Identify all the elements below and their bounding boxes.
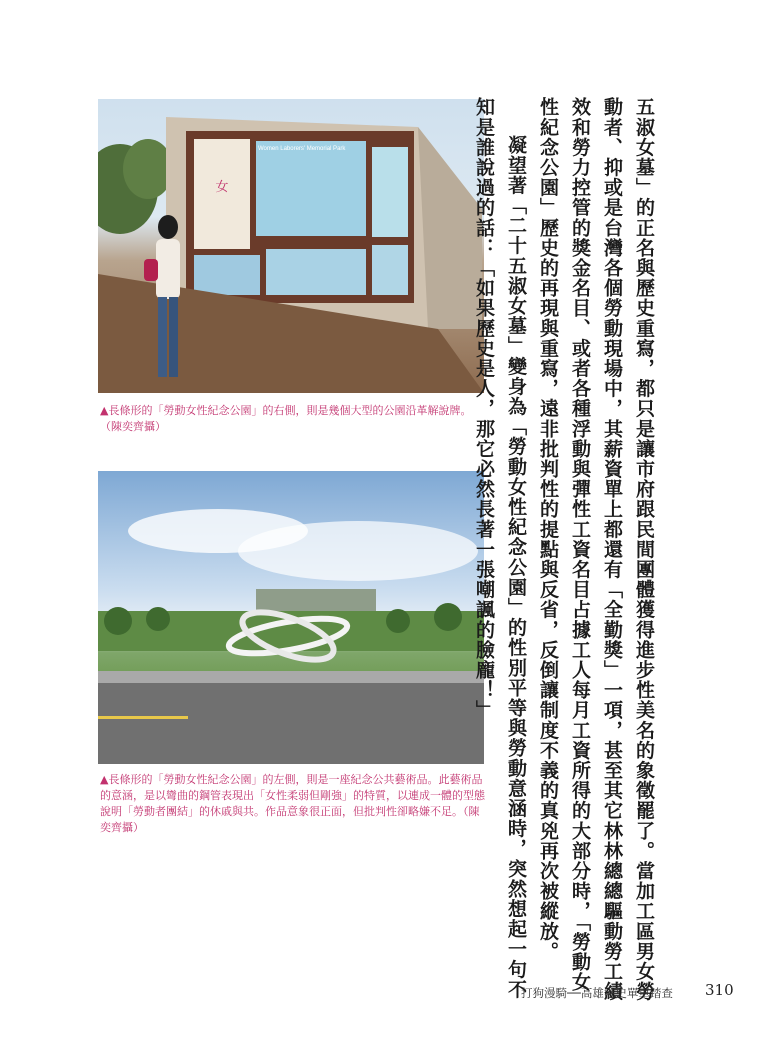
body-column-5: 凝望著「二十五淑女墓」變身為「勞動女性紀念公園」的性別平等與勞動意涵時，突然想起一句不 xyxy=(505,135,527,1000)
sign-title-en: Women Laborers' Memorial Park xyxy=(258,146,346,152)
photo-memorial-signboard xyxy=(98,99,484,393)
body-column-3: 效和勞力控管的獎金名目、或者各種浮動與彈性工資名目占據工人每月工資所得的大部分時，「勞動女 xyxy=(569,97,591,992)
page-number: 310 xyxy=(705,981,734,999)
photo-caption-2: ▲長條形的「勞動女性紀念公園」的左側，則是一座紀念公共藝術品。此藝術品的意涵，是以彎曲的鋼管表現出「女性柔弱但剛強」的特質，以連成一體的型態說明「勞動者團結」的休戚與共。作品意象很正面，但批判性卻略嫌不足。（陳奕齊攝） xyxy=(100,773,485,834)
running-footer-title: 打狗漫騎──高雄港史單車踏查 xyxy=(521,986,673,1000)
body-column-6: 知是誰說過的話：「如果歷史是人，那它必然長著一張嘲諷的臉龐！」 xyxy=(473,97,495,721)
signboard-illustration xyxy=(98,99,484,393)
body-column-4: 性紀念公園」歷史的再現與重寫，遠非批判性的提點與反省，反倒讓制度不義的真兇再次被縱放。 xyxy=(537,97,559,962)
photo-public-artwork xyxy=(98,471,484,764)
sign-title-text: 女 xyxy=(215,180,229,195)
photo-caption-1: ▲長條形的「勞動女性紀念公園」的右側，則是幾個大型的公園沿革解說牌。（陳奕齊攝） xyxy=(100,404,472,433)
artwork-illustration xyxy=(98,471,484,764)
body-column-1: 五淑女墓」的正名與歷史重寫，都只是讓市府跟民間團體獲得進步性美名的象徵罷了。當加工區男女勞 xyxy=(633,97,655,1002)
body-column-2: 動者、抑或是台灣各個勞動現場中，其薪資單上都還有「全勤獎」一項，甚至其它林林總總驅動勞工績 xyxy=(601,97,623,1002)
